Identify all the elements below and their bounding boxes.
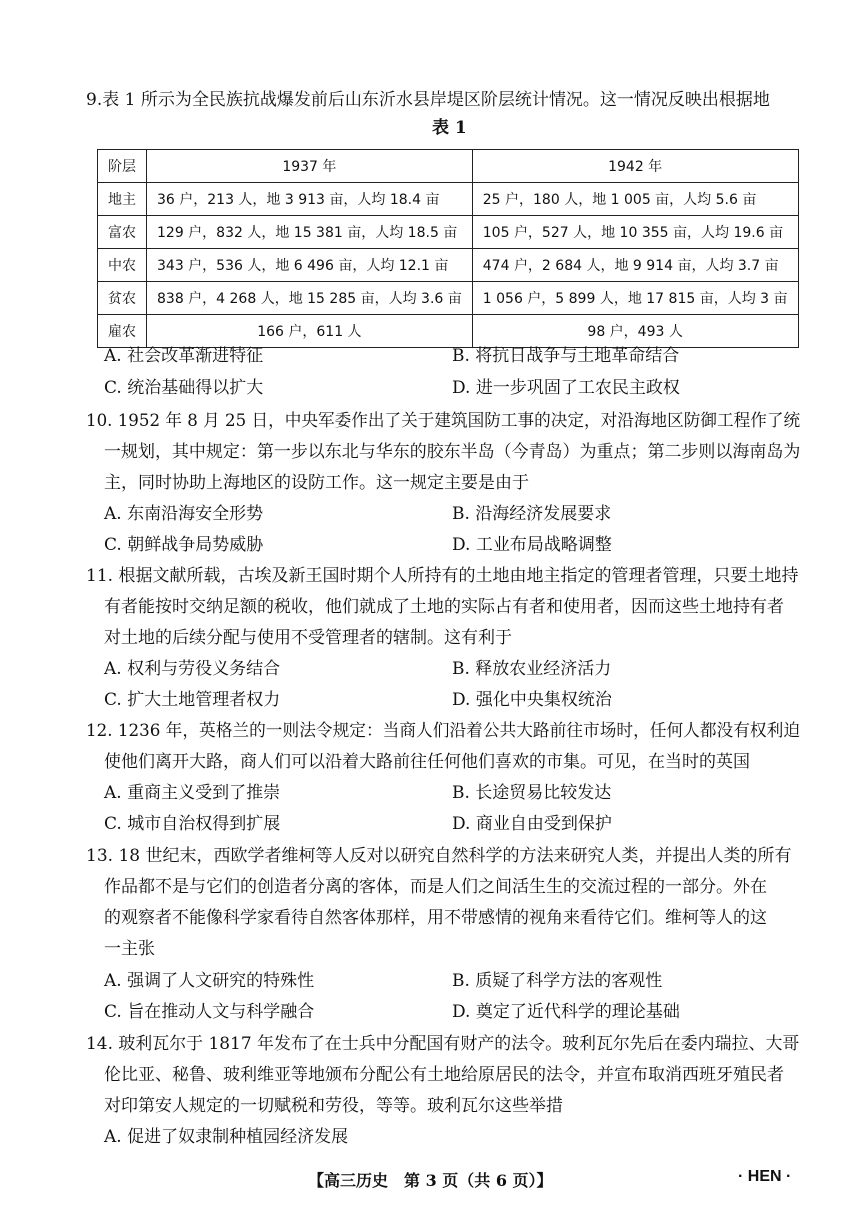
q11-stem-line: 11. 根据文献所载，古埃及新王国时期个人所持有的土地由地主指定的管理者管理，只要土地持 xyxy=(86,566,799,586)
q9-option-c: C. 统治基础得以扩大 xyxy=(104,378,264,398)
row-label: 雇农 xyxy=(98,315,147,348)
cell-1942: 105 户，527 人，地 10 355 亩，人均 19.6 亩 xyxy=(472,216,798,249)
header-1937: 1937 年 xyxy=(147,150,473,183)
table-row xyxy=(98,315,799,348)
table-row xyxy=(98,249,799,282)
q13-stem-line: 13. 18 世纪末，西欧学者维柯等人反对以研究自然科学的方法来研究人类，并提出人类的所有 xyxy=(86,846,792,866)
q13-option-b: B. 质疑了科学方法的客观性 xyxy=(452,971,663,991)
q9-stem: 9.表 1 所示为全民族抗战爆发前后山东沂水县岸堤区阶层统计情况。这一情况反映出根据地 xyxy=(86,90,770,110)
cell-1937: 838 户，4 268 人，地 15 285 亩，人均 3.6 亩 xyxy=(147,282,473,315)
q10-stem-line: 主，同时协助上海地区的设防工作。这一规定主要是由于 xyxy=(104,473,529,493)
q11-option-a: A. 权利与劳役义务结合 xyxy=(104,659,281,679)
q9-option-a: A. 社会改革渐进特征 xyxy=(104,346,264,366)
cell-1942: 98 户，493 人 xyxy=(472,315,798,348)
q11-stem-line: 对土地的后续分配与使用不受管理者的辖制。这有利于 xyxy=(104,628,512,648)
q12-option-a: A. 重商主义受到了推崇 xyxy=(104,783,281,803)
table-row xyxy=(98,183,799,216)
q12-option-d: D. 商业自由受到保护 xyxy=(452,814,612,834)
q12-stem-line: 使他们离开大路，商人们可以沿着大路前往任何他们喜欢的市集。可见，在当时的英国 xyxy=(104,752,750,772)
row-label: 富农 xyxy=(98,216,147,249)
page-footer: 【高三历史 第 3 页（共 6 页）】 xyxy=(308,1171,553,1190)
q11-option-c: C. 扩大土地管理者权力 xyxy=(104,690,281,710)
q14-stem-line: 伦比亚、秘鲁、玻利维亚等地颁布分配公有土地给原居民的法令，并宣布取消西班牙殖民者 xyxy=(104,1065,784,1085)
header-1942: 1942 年 xyxy=(472,150,798,183)
q13-option-a: A. 强调了人文研究的特殊性 xyxy=(104,971,315,991)
q13-option-c: C. 旨在推动人文与科学融合 xyxy=(104,1002,315,1022)
cell-1937: 36 户，213 人，地 3 913 亩，人均 18.4 亩 xyxy=(147,183,473,216)
cell-1942: 25 户，180 人，地 1 005 亩，人均 5.6 亩 xyxy=(472,183,798,216)
q10-stem-line: 一规划，其中规定：第一步以东北与华东的胶东半岛（今青岛）为重点；第二步则以海南岛为 xyxy=(104,442,801,462)
q13-stem-line: 一主张 xyxy=(104,939,155,959)
q11-stem-line: 有者能按时交纳足额的税收，他们就成了土地的实际占有者和使用者，因而这些土地持有者 xyxy=(104,597,784,617)
q14-option-a: A. 促进了奴隶制种植园经济发展 xyxy=(104,1127,349,1147)
q10-option-b: B. 沿海经济发展要求 xyxy=(452,504,612,524)
cell-1942: 474 户，2 684 人，地 9 914 亩，人均 3.7 亩 xyxy=(472,249,798,282)
row-label: 贫农 xyxy=(98,282,147,315)
q10-stem-line: 10. 1952 年 8 月 25 日，中央军委作出了关于建筑国防工事的决定，对沿海地区防御工程作了统 xyxy=(86,411,801,431)
table-caption: 表 1 xyxy=(432,118,467,138)
footer-code: · HEN · xyxy=(738,1168,792,1185)
q13-option-d: D. 奠定了近代科学的理论基础 xyxy=(452,1002,680,1022)
q9-option-d: D. 进一步巩固了工农民主政权 xyxy=(452,378,680,398)
q9-option-b: B. 将抗日战争与土地革命结合 xyxy=(452,346,680,366)
cell-1942: 1 056 户，5 899 人，地 17 815 亩，人均 3 亩 xyxy=(472,282,798,315)
q12-stem-line: 12. 1236 年，英格兰的一则法令规定：当商人们沿着公共大路前往市场时，任何人都没有权利迫 xyxy=(86,721,801,741)
table-header-row xyxy=(98,150,799,183)
cell-1937: 129 户，832 人，地 15 381 亩，人均 18.5 亩 xyxy=(147,216,473,249)
q14-stem-line: 14. 玻利瓦尔于 1817 年发布了在士兵中分配国有财产的法令。玻利瓦尔先后在委内瑞拉、大哥 xyxy=(86,1034,800,1054)
cell-1937: 166 户，611 人 xyxy=(147,315,473,348)
q12-option-c: C. 城市自治权得到扩展 xyxy=(104,814,281,834)
q11-option-b: B. 释放农业经济活力 xyxy=(452,659,612,679)
q13-stem-line: 作品都不是与它们的创造者分离的客体，而是人们之间活生生的交流过程的一部分。外在 xyxy=(104,877,767,897)
q11-option-d: D. 强化中央集权统治 xyxy=(452,690,612,710)
q10-option-a: A. 东南沿海安全形势 xyxy=(104,504,264,524)
cell-1937: 343 户，536 人，地 6 496 亩，人均 12.1 亩 xyxy=(147,249,473,282)
row-label: 中农 xyxy=(98,249,147,282)
header-stratum: 阶层 xyxy=(98,150,147,183)
q13-stem-line: 的观察者不能像科学家看待自然客体那样，用不带感情的视角来看待它们。维柯等人的这 xyxy=(104,908,767,928)
q14-stem-line: 对印第安人规定的一切赋税和劳役，等等。玻利瓦尔这些举措 xyxy=(104,1096,563,1116)
stratum-table xyxy=(97,149,799,348)
table-row xyxy=(98,216,799,249)
q12-option-b: B. 长途贸易比较发达 xyxy=(452,783,612,803)
q10-option-c: C. 朝鲜战争局势威胁 xyxy=(104,535,264,555)
row-label: 地主 xyxy=(98,183,147,216)
q10-option-d: D. 工业布局战略调整 xyxy=(452,535,612,555)
table-row xyxy=(98,282,799,315)
